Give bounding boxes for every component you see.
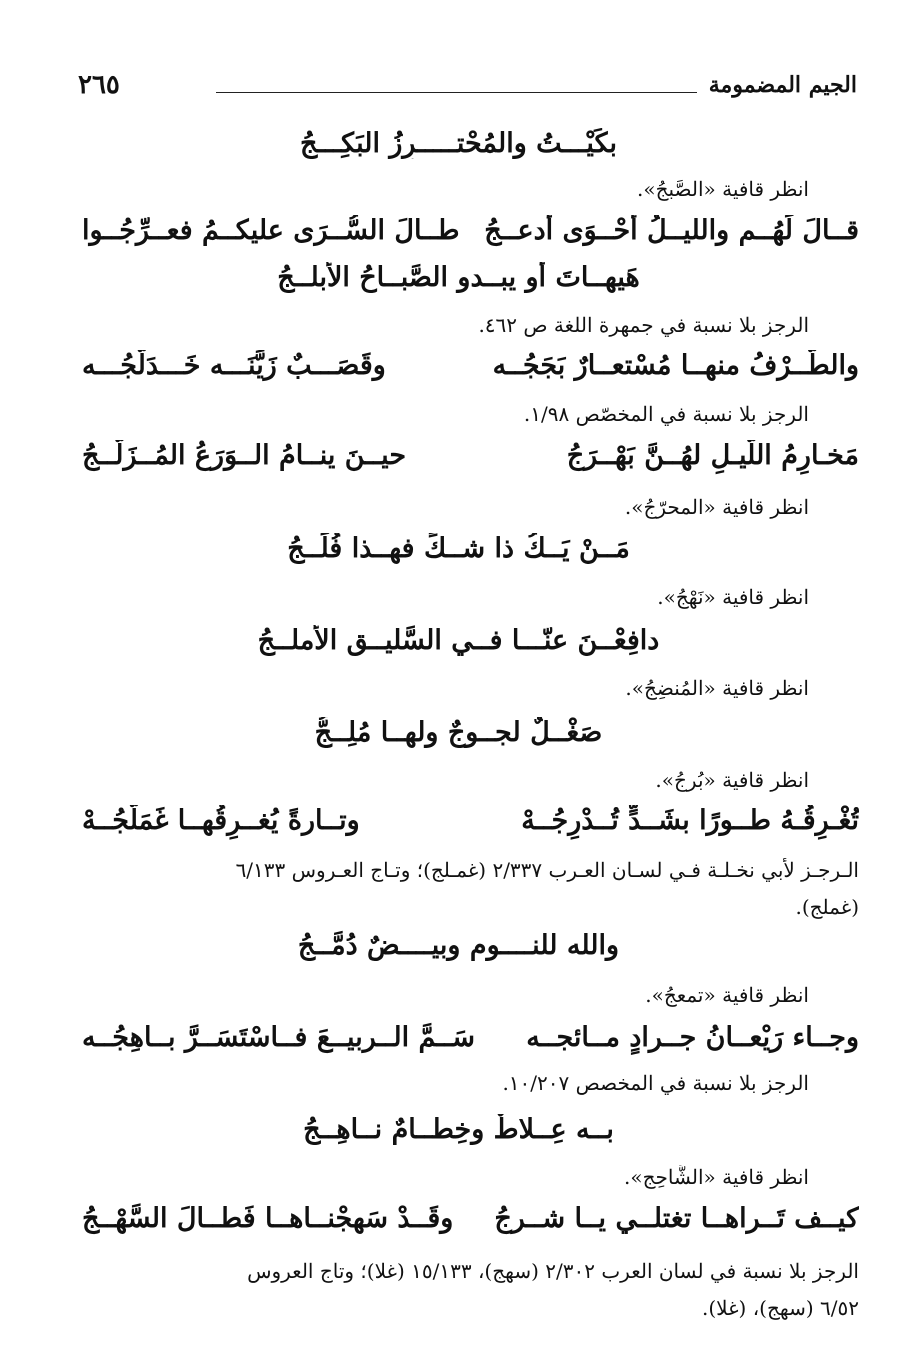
note-line: ٦/٥٢ (سهج)، (غلا). — [702, 1296, 859, 1320]
note-line: الرجز بلا نسبة في المخصص ١٠/٢٠٧. — [502, 1071, 809, 1095]
second-hemistich: حيــنَ ينــامُ الــوَرَعُ المُــزَلَّــجُ — [82, 440, 407, 471]
note-line: انظر قافية «تمعجُ». — [645, 983, 809, 1007]
verse-line: هَيهــاتَ أو يبــدو الصَّبــاحُ الأبلــجُ — [277, 262, 640, 293]
second-hemistich: وقَصَـــبٌ زَيَّنَـــه خَـــدَلَّجُـــه — [82, 350, 386, 381]
first-hemistich: والطَّــرْفُ منهــا مُسْتعــارٌ بَجَجُــه — [492, 350, 859, 381]
note-line: الرجز بلا نسبة في جمهرة اللغة ص ٤٦٢. — [478, 313, 809, 337]
note-line: انظر قافية «الشَّاحِجِ». — [624, 1165, 809, 1189]
note-line: (غملج). — [795, 895, 859, 919]
verse-couplet — [82, 440, 859, 480]
running-header — [78, 70, 857, 106]
note-line: انظر قافية «نَهْجُ». — [657, 585, 809, 609]
verse-line: مَــنْ يَــكُ ذا شــكٍّ فهــذا فُلَــجُ — [287, 533, 630, 564]
verse-line: والله للنــــوم وبيــــضٌ دُمَّــجُ — [297, 930, 620, 961]
page-number: ٢٦٥ — [78, 70, 120, 100]
second-hemistich: طــالَ السُّــرَى عليكــمُ فعــرِّجُــوا — [82, 215, 460, 246]
first-hemistich: كيــف تَــراهــا تغتلــي يــا شــرجُ — [494, 1203, 859, 1234]
verse-couplet — [82, 1203, 859, 1243]
first-hemistich: مَخـارِمُ اللّيـلِ لهُــنَّ بَهْــرَجُ — [566, 440, 859, 471]
note-line: الرجز بلا نسبة في لسان العرب ٢/٣٠٢ (سهج)، ١٥/١٣٣ (غلا)؛ وتاج العروس — [247, 1259, 859, 1283]
first-hemistich: تُغْـرِقُـهُ طــورًا بشَــدٍّ تُــدْرِجُــهْ — [521, 805, 859, 836]
verse-line: صَغْــلٌ لجــوجٌ ولهــا مُلِــجُّ — [314, 717, 603, 748]
verse-line: دافِعْــنَ عنّـــا فــي السَّليــقِ الأملــجُ — [257, 625, 660, 656]
note-line: انظر قافية «المحرّجُ». — [624, 495, 809, 519]
second-hemistich: سَــمَّ الــربيــعَ فــاسْتَسَــرَّ بــاهِجُــه — [82, 1022, 475, 1053]
verse-couplet — [82, 1022, 859, 1062]
verse-couplet — [82, 350, 859, 390]
note-line: انظر قافية «المُنضِجُ». — [625, 676, 809, 700]
verse-line: بــه عِــلاطٌ وخِطــامٌ نــاهِــجُ — [303, 1114, 614, 1145]
note-line: انظر قافية «الصَّبجُ». — [636, 177, 809, 201]
verse-couplet — [82, 805, 859, 845]
header-rule — [216, 92, 697, 93]
first-hemistich: وجــاء رَيْعــانُ جــرادٍ مــائجــه — [526, 1022, 859, 1053]
note-line: انظر قافية «بُرجُ». — [655, 768, 809, 792]
chapter-title: الجيم المضمومة — [708, 72, 857, 98]
note-line: الرجز بلا نسبة في المخصّص ١/٩٨. — [523, 402, 809, 426]
first-hemistich: قــالَ لَهُــم والليــلُ أَحْــوَى أدعــجُ — [484, 215, 859, 246]
second-hemistich: وتــارةً يُغــرِقُهــا غَمَلَّجُــهْ — [82, 805, 360, 836]
note-line: الـرجـز لأبي نخـلـة فـي لسـان العـرب ٢/٣٣٧ (غمـلج)؛ وتـاج العـروس ٦/١٣٣ — [235, 858, 859, 882]
verse-couplet — [82, 215, 859, 255]
verse-line: بكَيْـــتُ والمُحْتـــــرِزُ البَكِـــجُ — [300, 128, 617, 159]
second-hemistich: وقَــدْ سَهجْنــاهــا فَطــالَ السَّهْــجُ — [82, 1203, 454, 1234]
